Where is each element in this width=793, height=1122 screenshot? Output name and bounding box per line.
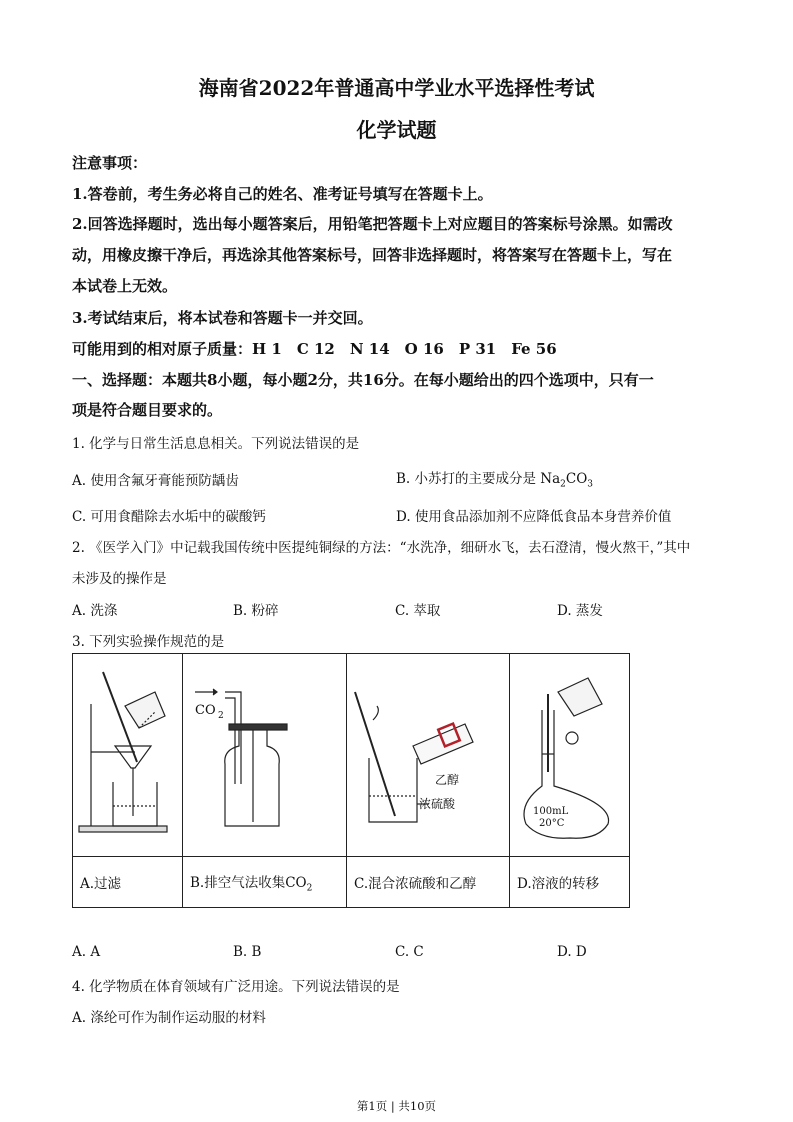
ethanol-label: 乙醇 <box>435 773 460 787</box>
atomic-masses: 可能用到的相对原子质量：H 1 C 12 N 14 O 16 P 31 Fe 56 <box>72 340 557 358</box>
q1-option-c: C. 可用食醋除去水垢中的碳酸钙 <box>72 509 266 525</box>
q3-option-b: B. B <box>233 944 262 960</box>
q3-figure-table <box>72 653 630 908</box>
caption-d: D.溶液的转移 <box>510 857 630 908</box>
notes-item-2-line-1: 2.回答选择题时，选出每小题答案后，用铅笔把答题卡上对应题目的答案标号涂黑。如需改 <box>72 215 673 233</box>
q2-stem-line-1: 2. 《医学入门》中记载我国传统中医提纯铜绿的方法：“水洗净，细研水飞，去石澄清，慢火熬干，”其中 <box>72 540 691 556</box>
figure-c-mixing-acid <box>347 654 510 857</box>
q2-option-a: A. 洗涤 <box>72 603 118 619</box>
volumetric-flask-icon <box>510 654 629 852</box>
q1-option-b: B. 小苏打的主要成分是 $Na_2CO_3$ <box>396 471 594 490</box>
acid-label: 浓硫酸 <box>419 797 456 811</box>
q3-option-d: D. D <box>557 944 587 960</box>
q1-option-d: D. 使用食品添加剂不应降低食品本身营养价值 <box>396 509 672 525</box>
q2-option-d: D. 蒸发 <box>557 603 603 619</box>
notes-item-1: 1.答卷前，考生务必将自己的姓名、准考证号填写在答题卡上。 <box>72 185 493 203</box>
filtration-apparatus-icon <box>73 654 182 852</box>
figure-d-solution-transfer <box>510 654 630 857</box>
q1-option-a: A. 使用含氟牙膏能预防龋齿 <box>72 473 239 489</box>
q2-stem-line-2: 未涉及的操作是 <box>72 571 167 587</box>
q2-option-c: C. 萃取 <box>395 603 441 619</box>
caption-b: B.排空气法收集$CO_2$ <box>183 857 347 908</box>
flask-volume-label: 100mL <box>533 806 569 817</box>
q4-option-a: A. 涤纶可作为制作运动服的材料 <box>72 1010 266 1026</box>
q3-option-a: A. A <box>72 944 101 960</box>
page-title: 海南省2022年普通高中学业水平选择性考试 <box>198 76 595 100</box>
co2-label-sub: 2 <box>218 711 224 721</box>
co2-label: CO <box>195 703 216 718</box>
q4-stem: 4. 化学物质在体育领域有广泛用途。下列说法错误的是 <box>72 979 400 995</box>
notes-heading: 注意事项： <box>72 154 148 172</box>
page-subtitle: 化学试题 <box>356 118 437 142</box>
q1-stem: 1. 化学与日常生活息息相关。下列说法错误的是 <box>72 436 360 452</box>
flask-temp-label: 20°C <box>539 818 565 829</box>
gas-bottle-icon <box>183 654 346 852</box>
page-footer: 第1页 | 共10页 <box>356 1099 437 1113</box>
q3-stem: 3. 下列实验操作规范的是 <box>72 634 225 650</box>
section-1-line-2: 项是符合题目要求的。 <box>72 401 223 419</box>
figure-b-gas-collection <box>183 654 347 857</box>
notes-item-3: 3.考试结束后，将本试卷和答题卡一并交回。 <box>72 309 373 327</box>
notes-item-2-line-3: 本试卷上无效。 <box>72 277 178 295</box>
figure-a-filtration <box>73 654 183 857</box>
caption-c: C.混合浓硫酸和乙醇 <box>347 857 510 908</box>
q2-option-b: B. 粉碎 <box>233 603 279 619</box>
q3-option-c: C. C <box>395 944 424 960</box>
mixing-acid-icon <box>347 654 509 852</box>
caption-a: A.过滤 <box>73 857 183 908</box>
notes-item-2-line-2: 动，用橡皮擦干净后，再选涂其他答案标号，回答非选择题时，将答案写在答题卡上，写在 <box>72 246 673 264</box>
section-1-line-1: 一、选择题：本题共8小题，每小题2分，共16分。在每小题给出的四个选项中，只有一 <box>72 371 654 389</box>
